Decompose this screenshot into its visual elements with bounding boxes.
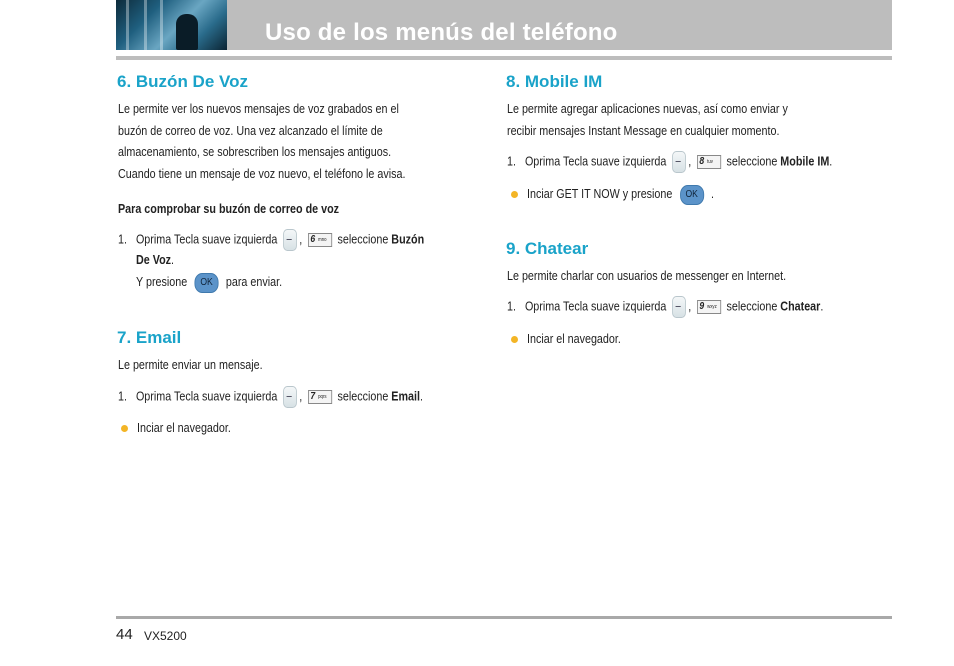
email-bullet-text: Inciar el navegador. (137, 421, 231, 435)
menu-item-name: De Voz (136, 253, 172, 267)
period: . (711, 187, 715, 201)
header-photo (116, 0, 227, 50)
section-desc-mobile-im (507, 99, 788, 142)
chat-step-1 (507, 296, 823, 318)
bullet-icon (121, 425, 128, 432)
period: . (829, 154, 833, 169)
page-header (116, 0, 892, 50)
voicemail-step-1-cont (136, 250, 174, 272)
voicemail-step-1 (118, 229, 424, 251)
step-text: Oprima Tecla suave izquierda (524, 154, 667, 169)
key-6-icon (308, 233, 332, 247)
desc-line: recibir mensajes Instant Message en cualquier momento. (507, 123, 780, 138)
page-title: Uso de los menús del teléfono (265, 19, 618, 46)
bullet-icon (511, 336, 518, 343)
menu-item-name: Mobile IM (780, 154, 830, 169)
left-soft-key-icon (672, 151, 686, 173)
page-number: 44 (116, 626, 133, 643)
section-title-voicemail: 6. Buzón De Voz (117, 72, 248, 91)
key-digit: 7 (310, 391, 316, 402)
step-select-text: seleccione (337, 389, 389, 404)
menu-item-name: Chatear (780, 299, 821, 314)
period: . (820, 299, 824, 314)
key-letters: pqrs (318, 394, 327, 400)
press-text: Y presione (136, 275, 188, 289)
header-divider (116, 56, 892, 60)
comma: , (688, 154, 692, 169)
key-letters: mno (318, 237, 327, 243)
desc-line: Cuando tiene un mensaje de voz nuevo, el teléfono le avisa. (118, 166, 406, 181)
comma: , (299, 232, 303, 247)
step-text: Oprima Tecla suave izquierda (524, 299, 667, 314)
period: . (171, 253, 175, 267)
left-soft-key-icon (283, 229, 297, 251)
mobile-im-bullet (527, 184, 714, 206)
step-select-text: seleccione (726, 299, 778, 314)
period: . (419, 389, 423, 404)
key-7-icon (308, 390, 332, 404)
key-digit: 9 (699, 301, 705, 312)
desc-line: Le permite agregar aplicaciones nuevas, así como enviar y (507, 102, 788, 116)
key-letters: wxyz (707, 304, 717, 310)
key-8-icon (697, 155, 721, 169)
comma: , (299, 389, 303, 404)
step-number: 1. (507, 154, 516, 169)
chat-bullet-text: Inciar el navegador. (527, 332, 621, 346)
desc-line: buzón de correo de voz. Una vez alcanzado el límite de (118, 123, 383, 138)
step-number: 1. (507, 299, 516, 314)
bullet-text: Inciar GET IT NOW y presione (527, 187, 673, 201)
desc-line: almacenamiento, se sobrescriben los mensajes antiguos. (118, 145, 392, 159)
left-soft-key-icon (672, 296, 686, 318)
mobile-im-step-1 (507, 151, 832, 173)
desc-line: Le permite ver los nuevos mensajes de voz grabados en el (118, 102, 399, 116)
key-9-icon (697, 300, 721, 314)
email-step-1 (118, 386, 423, 408)
key-digit: 8 (699, 156, 705, 167)
step-select-text: seleccione (726, 154, 778, 169)
step-number: 1. (118, 389, 127, 404)
model-name: VX5200 (144, 629, 187, 643)
key-letters: tuv (707, 159, 713, 165)
footer-divider (116, 616, 892, 619)
left-soft-key-icon (283, 386, 297, 408)
section-title-chat: 9. Chatear (506, 239, 589, 258)
section-title-mobile-im: 8. Mobile IM (506, 72, 603, 91)
menu-item-name: Buzón (391, 232, 425, 247)
voicemail-subheading: Para comprobar su buzón de correo de voz (118, 202, 340, 216)
step-number: 1. (118, 232, 127, 247)
key-digit: 6 (310, 234, 316, 245)
comma: , (688, 299, 692, 314)
step-text: Oprima Tecla suave izquierda (135, 232, 278, 247)
step-text: Oprima Tecla suave izquierda (135, 389, 278, 404)
section-desc-email: Le permite enviar un mensaje. (118, 358, 263, 372)
ok-key-icon: OK (195, 273, 219, 293)
bullet-icon (511, 191, 518, 198)
step-select-text: seleccione (337, 232, 389, 247)
ok-key-icon: OK (680, 185, 704, 205)
menu-item-name: Email (391, 389, 420, 404)
section-desc-voicemail (118, 99, 405, 185)
section-desc-chat: Le permite charlar con usuarios de messenger en Internet. (507, 269, 787, 283)
send-text: para enviar. (225, 275, 283, 289)
voicemail-step-1-send (136, 272, 282, 294)
section-title-email: 7. Email (117, 328, 182, 347)
